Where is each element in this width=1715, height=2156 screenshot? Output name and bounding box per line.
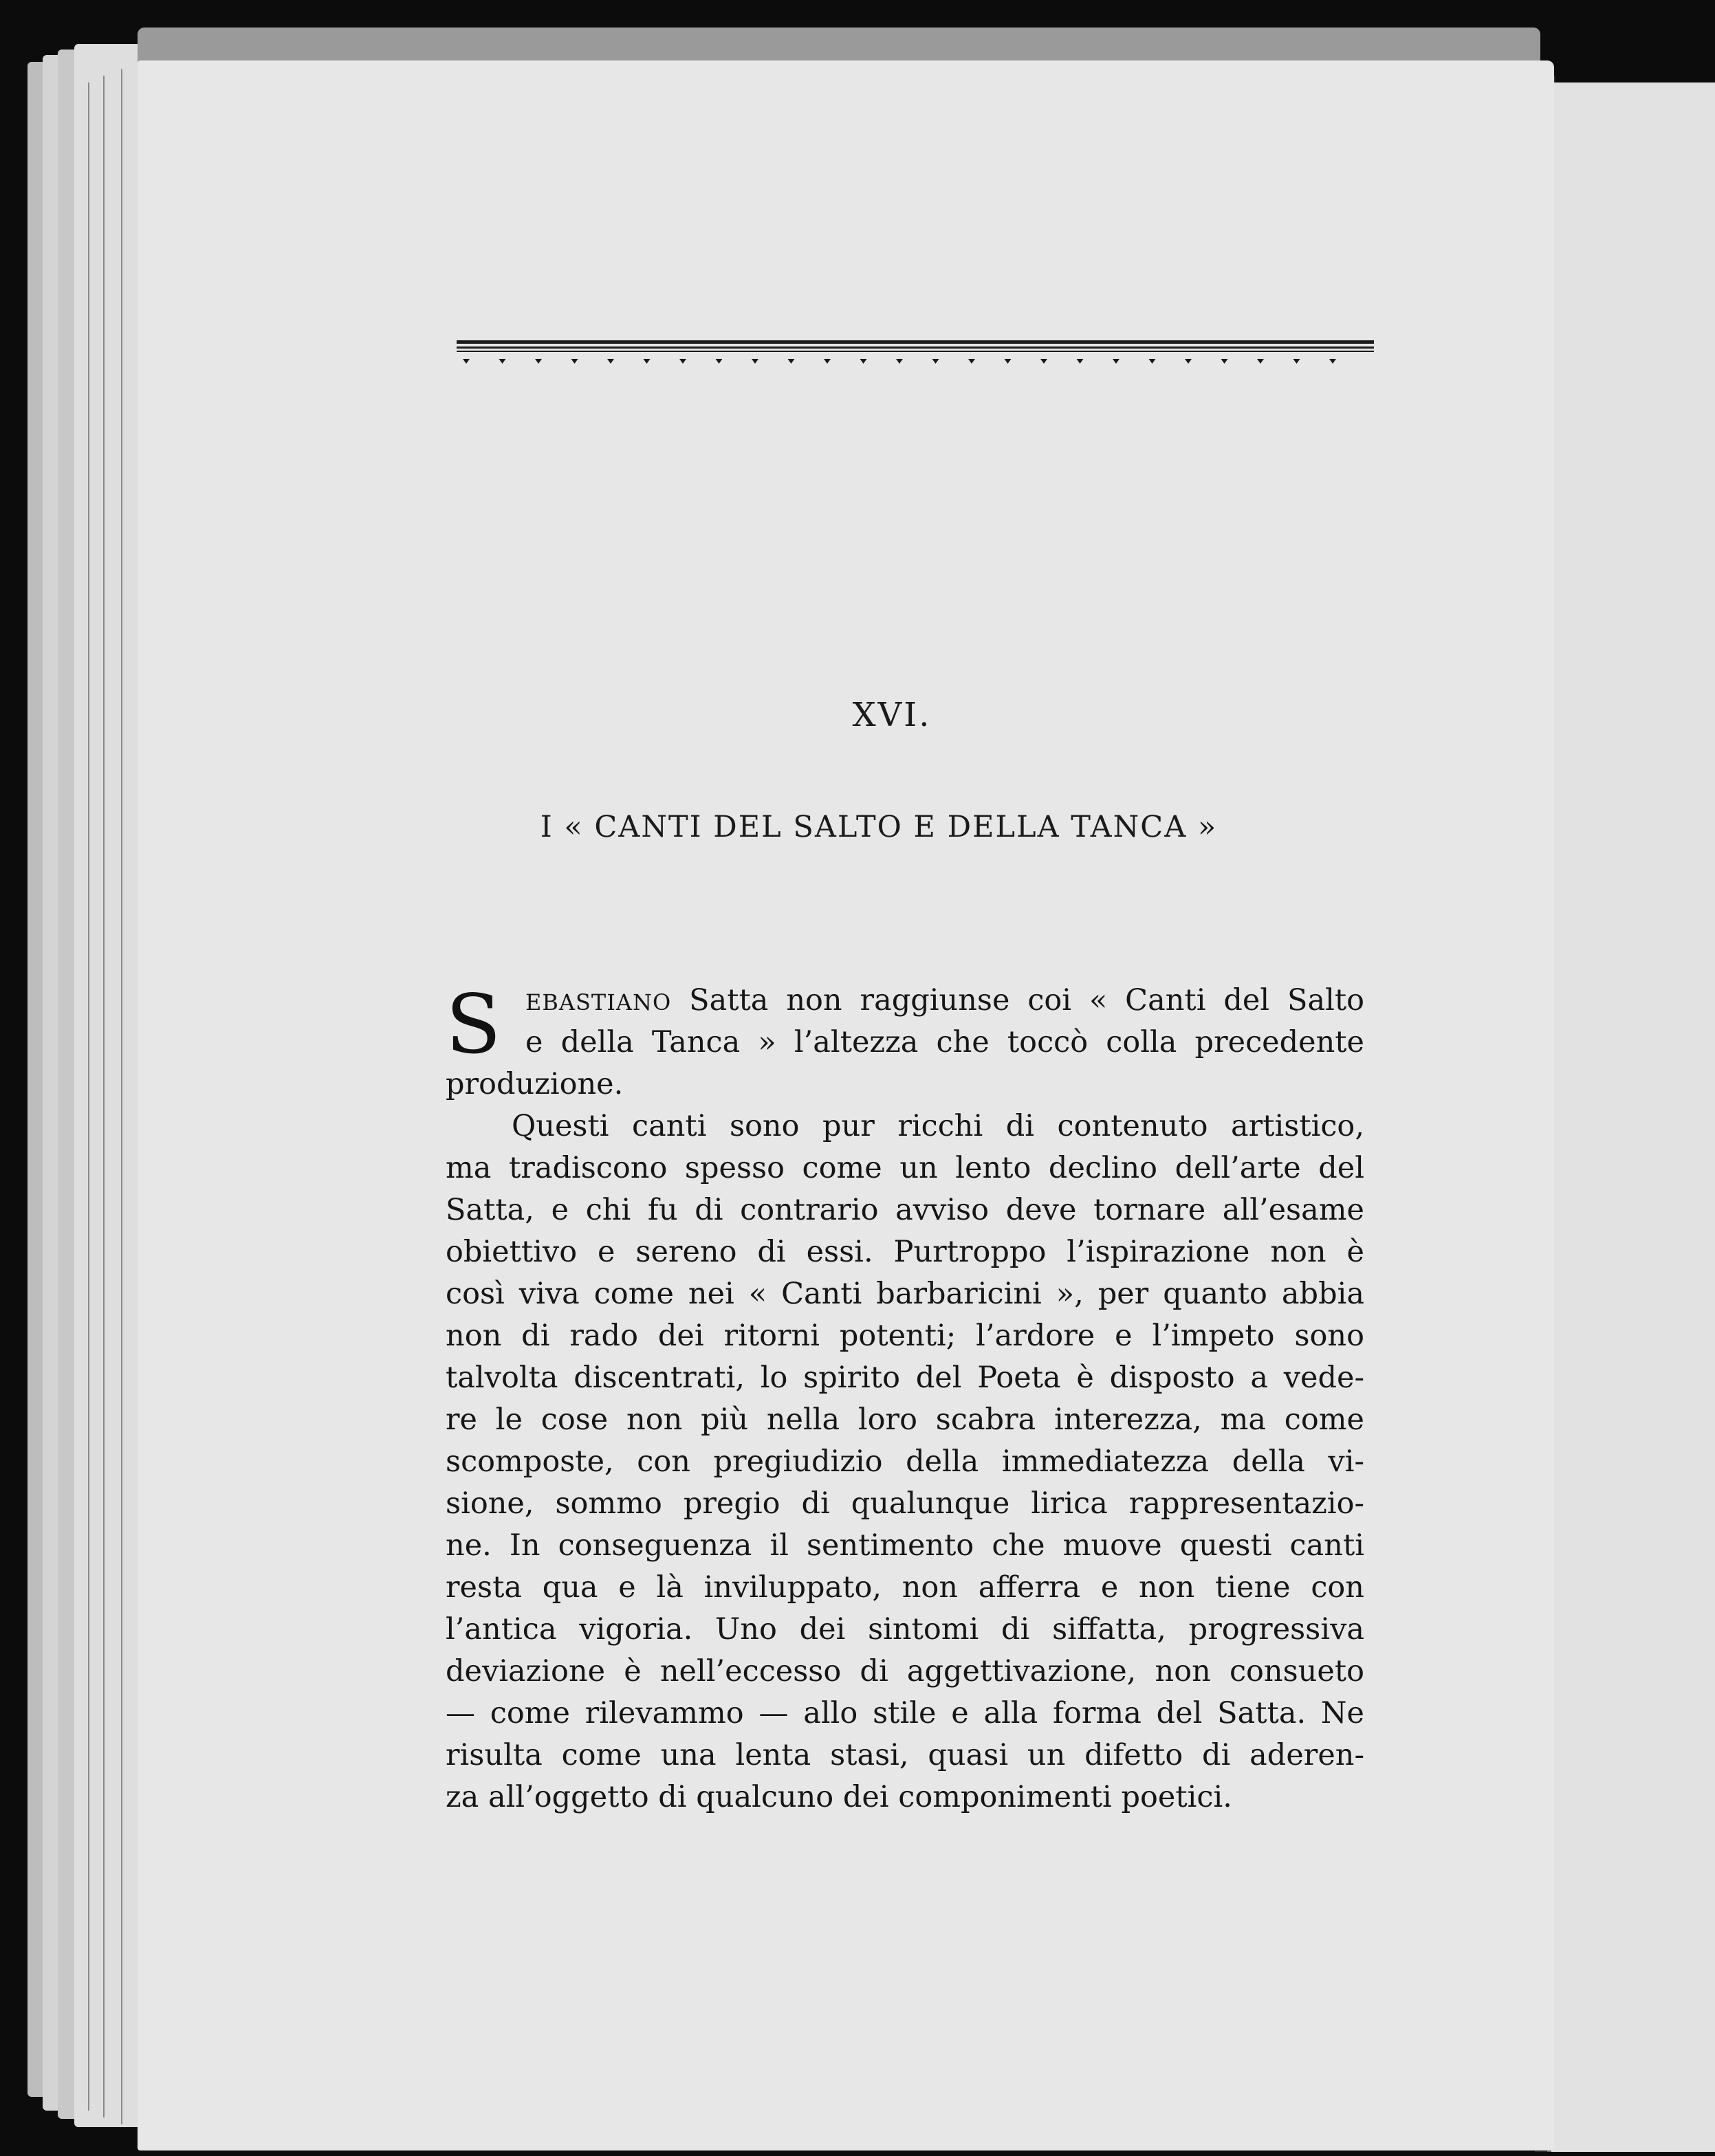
page-edge-line: [88, 82, 89, 2111]
ornament-rule: [457, 340, 1374, 368]
ornament-triangle: [607, 359, 614, 364]
page-edge-line: [121, 69, 122, 2124]
text-line: talvolta discentrati, lo spirito del Poeta è disposto a vede-: [446, 1361, 1364, 1395]
text-line-rest: Satta non raggiunse coi « Canti del Salto: [689, 983, 1365, 1018]
facing-page: [1547, 82, 1715, 2152]
ornament-triangle: [1149, 359, 1156, 364]
ornament-triangle: [1221, 359, 1228, 364]
drop-cap: S: [446, 977, 501, 1072]
chapter-title: I « CANTI DEL SALTO E DELLA TANCA »: [540, 810, 1218, 844]
text-line: obiettivo e sereno di essi. Purtroppo l’ispirazione non è: [446, 1235, 1364, 1269]
body-text: [446, 977, 1365, 1818]
paragraph-2: [446, 1106, 1364, 1818]
text-line: sione, sommo pregio di qualunque lirica rappresentazio-: [446, 1486, 1364, 1521]
ornament-triangle: [1185, 359, 1192, 364]
ornament-triangle: [968, 359, 975, 364]
ornament-triangle: [535, 359, 542, 364]
text-line: deviazione è nell’eccesso di aggettivazione, non consueto: [446, 1654, 1364, 1688]
text-line: produzione.: [446, 1067, 624, 1101]
ornament-triangle: [1293, 359, 1300, 364]
chapter-number: XVI.: [852, 696, 932, 734]
small-caps-word: EBASTIANO: [525, 989, 672, 1015]
ornament-triangle: [1077, 359, 1084, 364]
ornament-triangle: [788, 359, 795, 364]
ornament-triangle: [752, 359, 758, 364]
text-line: Satta, e chi fu di contrario avviso deve tornare all’esame: [446, 1193, 1364, 1227]
ornament-triangle: [1113, 359, 1119, 364]
text-line: così viva come nei « Canti barbaricini », per quanto abbia: [446, 1277, 1364, 1311]
ornament-triangle: [716, 359, 723, 364]
text-line: resta qua e là inviluppato, non afferra e non tiene con: [446, 1570, 1364, 1605]
ornament-triangle: [860, 359, 867, 364]
ornament-triangle: [679, 359, 686, 364]
ornament-triangle: [1040, 359, 1047, 364]
ornament-triangle: [896, 359, 903, 364]
ornament-triangle: [463, 359, 470, 364]
ornament-triangle: [932, 359, 939, 364]
paragraph-1: [446, 977, 1365, 1072]
ornament-triangle: [824, 359, 831, 364]
text-line: [446, 980, 1364, 1022]
text-line: risulta come una lenta stasi, quasi un difetto di aderen-: [446, 1738, 1364, 1772]
ornament-triangle: [499, 359, 506, 364]
text-line: — come rilevammo — allo stile e alla forma del Satta. Ne: [446, 1696, 1364, 1730]
text-line: Questi canti sono pur ricchi di contenuto artistico,: [512, 1109, 1364, 1143]
text-line: scomposte, con pregiudizio della immediatezza della vi-: [446, 1444, 1364, 1479]
text-line: e della Tanca » l’altezza che toccò colla precedente: [525, 1025, 1364, 1059]
page-edge-line: [103, 76, 105, 2118]
ornament-triangle: [1329, 359, 1336, 364]
text-line: ne. In conseguenza il sentimento che muove questi canti: [446, 1528, 1364, 1563]
text-line: l’antica vigoria. Uno dei sintomi di siffatta, progressiva: [446, 1612, 1364, 1647]
ornament-triangle: [571, 359, 578, 364]
ornament-triangle: [644, 359, 651, 364]
text-line: non di rado dei ritorni potenti; l’ardore e l’impeto sono: [446, 1319, 1364, 1353]
text-line: re le cose non più nella loro scabra interezza, ma come: [446, 1402, 1364, 1437]
text-line: ma tradiscono spesso come un lento declino dell’arte del: [446, 1151, 1364, 1185]
ornament-triangle: [1005, 359, 1012, 364]
text-line: za all’oggetto di qualcuno dei componimenti poetici.: [446, 1780, 1232, 1814]
ornament-triangle: [1257, 359, 1264, 364]
